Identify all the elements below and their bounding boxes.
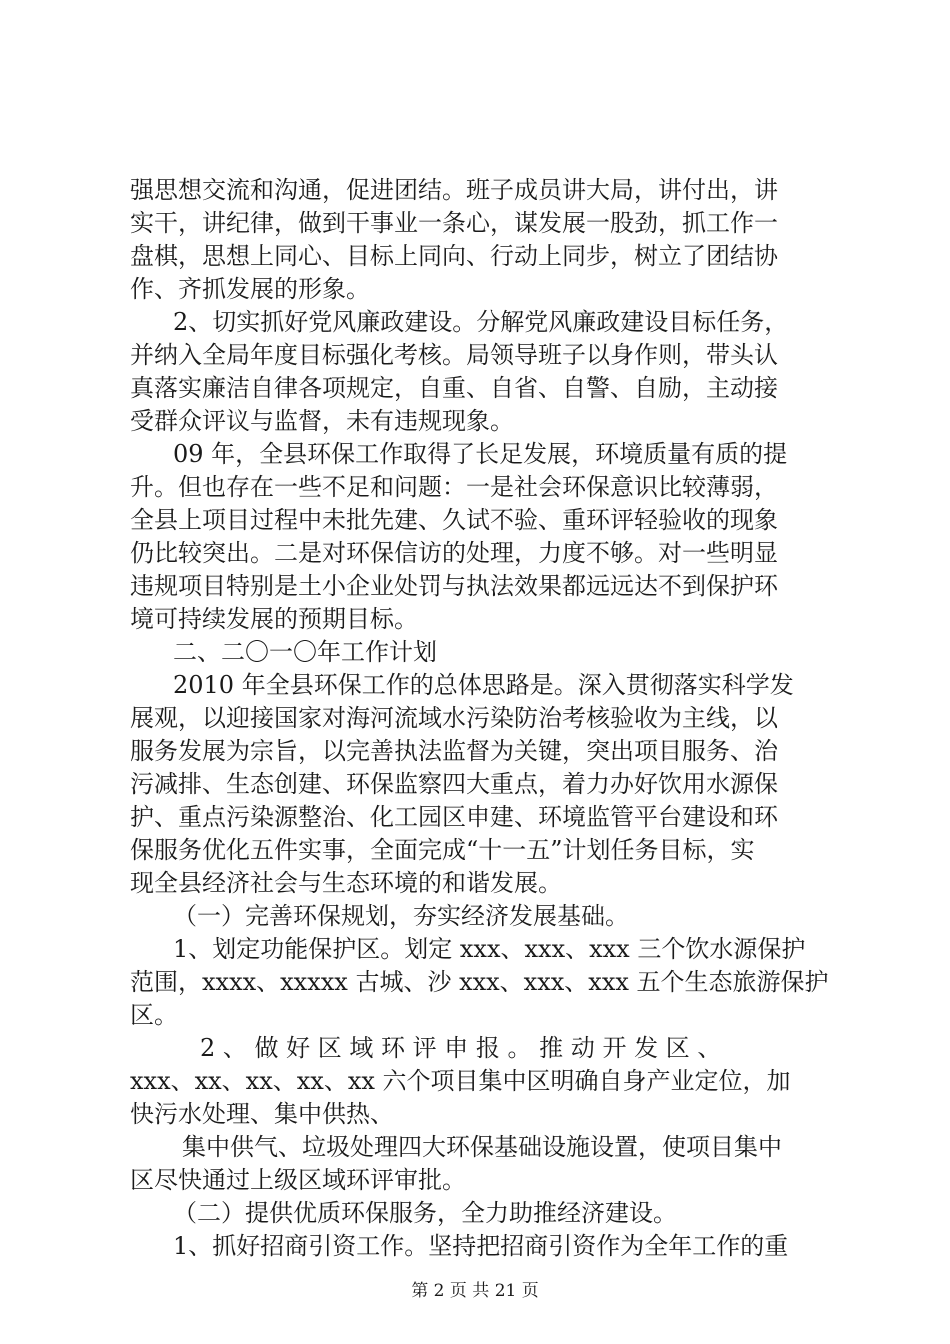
subsection-heading: （二）提供优质环保服务，全力助推经济建设。: [173, 1199, 677, 1227]
text-line: 1、抓好招商引资工作。坚持把招商引资作为全年工作的重: [173, 1232, 789, 1260]
page-number-footer: 第 2 页 共 21 页: [411, 1281, 539, 1301]
text-line: 集中供气、垃圾处理四大环保基础设施设置，使项目集中: [182, 1133, 782, 1161]
text-line: 仍比较突出。二是对环保信访的处理，力度不够。对一些明显: [130, 539, 778, 567]
text-line: 违规项目特别是土小企业处罚与执法效果都远远达不到保护环: [130, 572, 778, 600]
text-line: 污减排、生态创建、环保监察四大重点，着力办好饮用水源保: [130, 770, 778, 798]
text-line: 区尽快通过上级区域环评审批。: [130, 1166, 466, 1194]
text-line: 实干，讲纪律，做到干事业一条心，谋发展一股劲，抓工作一: [130, 209, 778, 237]
section-heading: 二、二〇一〇年工作计划: [173, 638, 437, 666]
text-line: 受群众评议与监督，未有违规现象。: [130, 407, 514, 435]
text-line: 现全县经济社会与生态环境的和谐发展。: [130, 869, 562, 897]
text-line: 2 、 做 好 区 域 环 评 申 报 。 推 动 开 发 区 、: [200, 1034, 722, 1062]
text-line: 作、齐抓发展的形象。: [130, 275, 370, 303]
text-line: 护、重点污染源整治、化工园区申建、环境监管平台建设和环: [130, 803, 778, 831]
subsection-heading: （一）完善环保规划，夯实经济发展基础。: [173, 902, 629, 930]
text-line: 真落实廉洁自律各项规定，自重、自省、自警、自励，主动接: [130, 374, 778, 402]
text-line: 盘棋，思想上同心、目标上同向、行动上同步，树立了团结协: [130, 242, 778, 270]
text-line: 保服务优化五件实事，全面完成“十一五”计划任务目标，实: [130, 836, 755, 864]
text-line: 范围，xxxx、xxxxx 古城、沙 xxx、xxx、xxx 五个生态旅游保护: [130, 968, 829, 996]
text-line: 境可持续发展的预期目标。: [130, 605, 418, 633]
text-line: 升。但也存在一些不足和问题：一是社会环保意识比较薄弱，: [130, 473, 778, 501]
text-line: 09 年，全县环保工作取得了长足发展，环境质量有质的提: [173, 440, 788, 468]
text-line: 快污水处理、集中供热、: [130, 1100, 394, 1128]
text-line: 2010 年全县环保工作的总体思路是。深入贯彻落实科学发: [173, 671, 794, 699]
text-line: 2、切实抓好党风廉政建设。分解党风廉政建设目标任务，: [173, 308, 789, 336]
text-line: 强思想交流和沟通，促进团结。班子成员讲大局，讲付出，讲: [130, 176, 778, 204]
text-line: 全县上项目过程中未批先建、久试不验、重环评轻验收的现象: [130, 506, 778, 534]
text-line: 区。: [130, 1001, 178, 1029]
text-line: 1、划定功能保护区。划定 xxx、xxx、xxx 三个饮水源保护: [173, 935, 806, 963]
text-line: 并纳入全局年度目标强化考核。局领导班子以身作则，带头认: [130, 341, 778, 369]
text-line: xxx、xx、xx、xx、xx 六个项目集中区明确自身产业定位，加: [130, 1067, 791, 1095]
text-line: 展观，以迎接国家对海河流域水污染防治考核验收为主线，以: [130, 704, 778, 732]
text-line: 服务发展为宗旨，以完善执法监督为关键，突出项目服务、治: [130, 737, 778, 765]
